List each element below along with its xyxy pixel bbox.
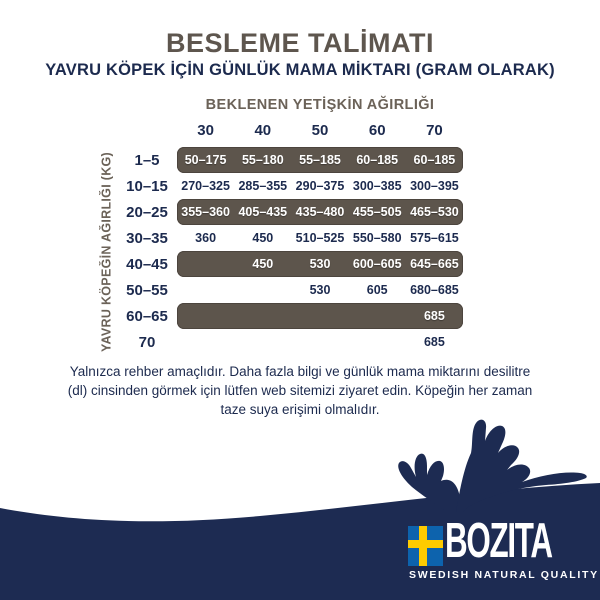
table-cell — [291, 303, 348, 329]
table-cell: 290–375 — [295, 179, 345, 193]
table-cell: 55–185 — [299, 153, 341, 167]
table-cell — [234, 329, 291, 355]
table-cell: 455–505 — [352, 205, 402, 219]
row-label: 20–25 — [126, 203, 168, 221]
table-row — [117, 303, 463, 329]
row-label: 10–15 — [126, 177, 168, 195]
row-strip-light — [177, 225, 463, 251]
table-cell: 575–615 — [410, 231, 459, 245]
puppy-weight-axis-label: YAVRU KÖPEĞİN AĞIRLIĞI (KG) — [99, 152, 114, 353]
table-cell: 530 — [309, 257, 331, 271]
table-cell: 60–185 — [413, 153, 456, 167]
row-label: 30–35 — [126, 229, 168, 247]
row-strip-dark — [177, 303, 463, 329]
table-cell — [234, 277, 291, 303]
table-row — [117, 199, 463, 225]
row-strip-dark — [177, 199, 463, 225]
row-label: 50–55 — [126, 281, 168, 299]
table-cell — [291, 329, 348, 355]
row-label: 40–45 — [126, 255, 168, 273]
table-cell — [177, 329, 234, 355]
page-title: BESLEME TALİMATI — [166, 28, 434, 58]
table-cell — [177, 303, 234, 329]
column-header: 70 — [426, 122, 443, 139]
table-row — [117, 277, 463, 303]
expected-adult-weight-label: BEKLENEN YETİŞKİN AĞIRLIĞI — [205, 97, 435, 113]
column-header: 40 — [254, 122, 272, 139]
table-row — [117, 147, 463, 173]
footnote-text: Yalnızca rehber amaçlıdır. Daha fazla bilgi ve günlük mama miktarını desilitre (dl) cinsinden görmek için lütfen web sitemizi ziyaret edin. Köpeğin her zaman taze suya erişimi olmalıdır. — [67, 364, 533, 417]
row-label: 60–65 — [126, 307, 168, 325]
table-cell: 680–685 — [410, 283, 459, 297]
table-cell: 50–175 — [184, 153, 227, 167]
table-cell: 510–525 — [295, 231, 345, 245]
table-cell: 685 — [423, 335, 445, 349]
table-cell: 465–530 — [410, 205, 459, 219]
table-cell — [349, 303, 406, 329]
table-cell: 605 — [366, 283, 388, 297]
table-cell: 600–605 — [352, 257, 402, 271]
table-cell: 300–395 — [410, 179, 459, 193]
column-header: 60 — [368, 122, 386, 139]
row-strip-light — [177, 173, 463, 199]
table-row — [117, 173, 463, 199]
row-strip-light — [177, 329, 463, 355]
row-strip-dark — [177, 147, 463, 173]
table-cell: 450 — [252, 257, 274, 271]
column-header: 30 — [197, 122, 214, 139]
table-row — [117, 225, 463, 251]
row-label: 1–5 — [134, 151, 160, 169]
brand-name: BOZITA — [445, 514, 552, 568]
table-cell: 300–385 — [352, 179, 402, 193]
table-cell — [177, 277, 234, 303]
table-cell: 285–355 — [238, 179, 288, 193]
table-cell: 405–435 — [238, 205, 288, 219]
table-cell: 60–185 — [356, 153, 399, 167]
table-cell: 450 — [252, 231, 274, 245]
column-header: 50 — [311, 122, 329, 139]
table-cell: 645–665 — [410, 257, 459, 271]
feeding-table-rows — [117, 147, 463, 355]
table-cell — [177, 251, 234, 277]
table-cell: 530 — [309, 283, 331, 297]
column-headers — [177, 120, 463, 142]
table-cell: 550–580 — [352, 231, 402, 245]
row-strip-dark — [177, 251, 463, 277]
table-row — [117, 329, 463, 355]
table-cell: 435–480 — [295, 205, 345, 219]
table-row — [117, 251, 463, 277]
table-cell — [234, 303, 291, 329]
bozita-logo — [408, 514, 599, 584]
row-strip-light — [177, 277, 463, 303]
table-cell: 685 — [423, 309, 445, 323]
page-subtitle: YAVRU KÖPEK İÇİN GÜNLÜK MAMA MİKTARI (GRAM OLARAK) — [45, 61, 555, 79]
table-cell: 55–180 — [241, 153, 284, 167]
brand-tagline: SWEDISH NATURAL QUALITY — [409, 569, 599, 581]
row-label: 70 — [138, 333, 156, 351]
flag-cross-horizontal — [408, 540, 443, 548]
table-cell: 360 — [195, 231, 217, 245]
table-cell — [349, 329, 406, 355]
table-cell: 355–360 — [181, 205, 230, 219]
table-cell: 270–325 — [181, 179, 230, 193]
swedish-flag-icon — [408, 526, 443, 566]
